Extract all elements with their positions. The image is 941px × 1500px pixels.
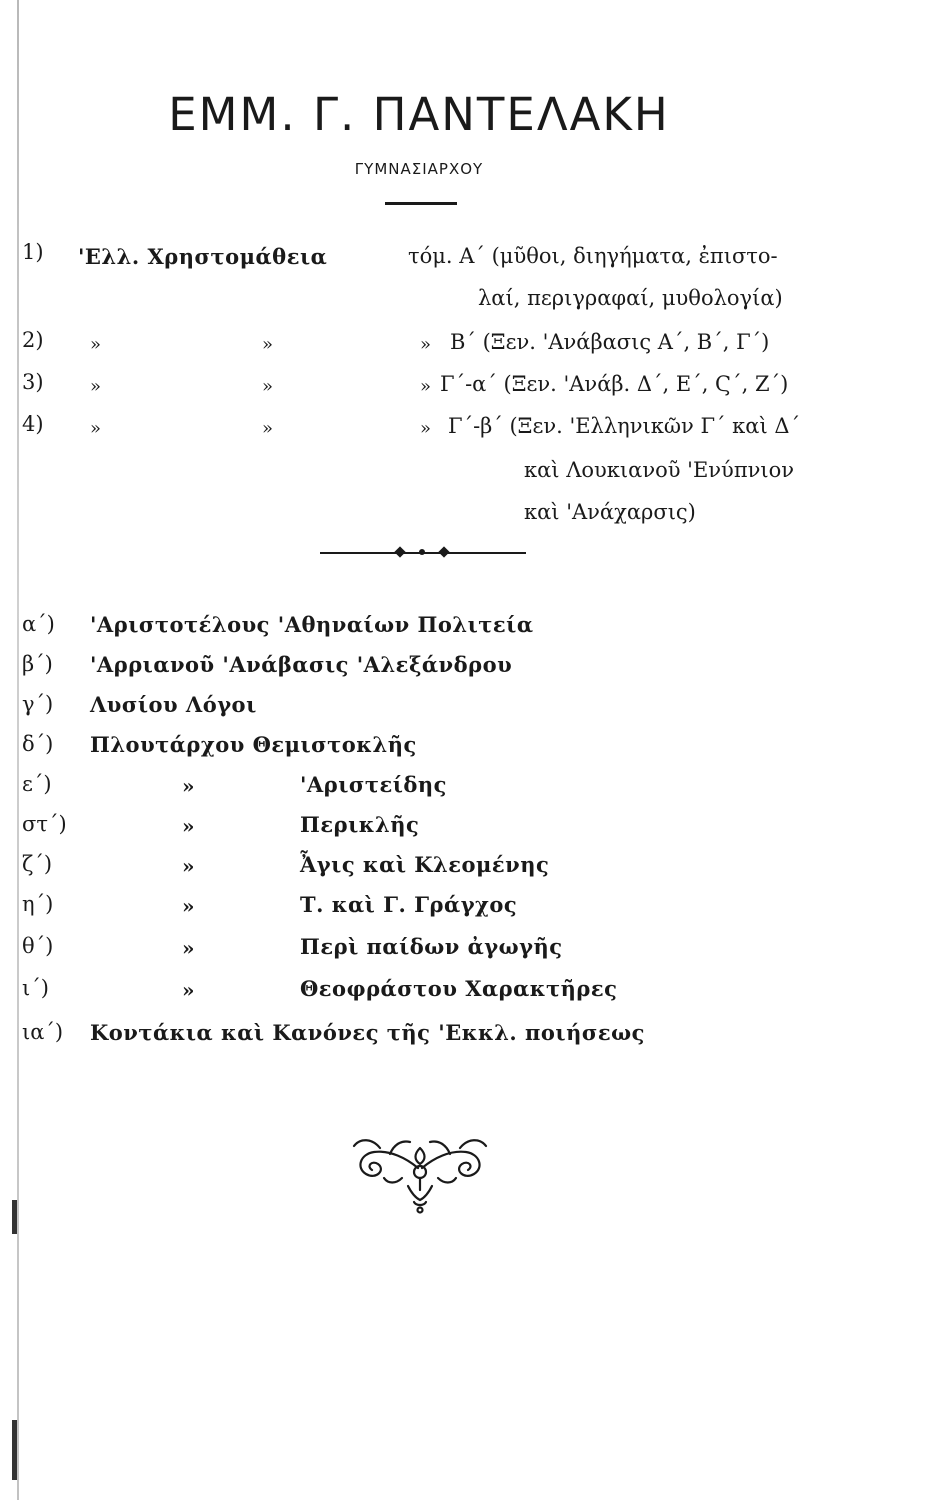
edition-letter: θ΄) [22,934,54,958]
divider-dot [419,549,425,555]
page-edge-mark [12,1420,17,1480]
ditto-mark: » [262,334,274,355]
edition-title: Πλουτάρχου Θεμιστοκλῆς [90,732,417,757]
edition-title: Τ. καὶ Γ. Γράγχος [300,892,518,917]
edition-title: Περὶ παίδων ἀγωγῆς [300,934,563,959]
edition-letter: στ΄) [22,812,67,836]
ditto-mark: » [182,894,195,918]
ditto-mark: » [90,418,102,439]
title-rule [385,202,457,205]
book-title: 'Ελλ. Χρηστομάθεια [78,244,328,269]
book-volume-cont: καὶ Λουκιανοῦ 'Ενύπνιον [524,458,795,482]
author-name: ΕΜΜ. Γ. ΠΑΝΤΕΛΑΚΗ [168,88,670,141]
ditto-mark: » [420,418,432,439]
book-number: 1) [22,240,44,264]
edition-title: 'Αριστείδης [300,772,447,797]
ditto-mark: » [262,376,274,397]
edition-letter: η΄) [22,892,54,916]
ditto-mark: » [420,334,432,355]
book-volume-cont: λαί, περιγραφαί, μυθολογία) [478,286,783,310]
ditto-mark: » [182,814,195,838]
edition-letter: β΄) [22,652,53,676]
edition-letter: γ΄) [22,692,54,716]
edition-letter: ε΄) [22,772,52,796]
edition-letter: δ΄) [22,732,54,756]
edition-title: Λυσίου Λόγοι [90,692,257,717]
ditto-mark: » [182,978,195,1002]
ditto-mark: » [420,376,432,397]
fleuron-icon [350,1128,490,1214]
edition-letter: ι΄) [22,976,49,1000]
book-number: 3) [22,370,44,394]
ditto-mark: » [90,376,102,397]
ditto-mark: » [182,936,195,960]
book-volume: Γ΄-β΄ (Ξεν. 'Ελληνικῶν Γ΄ καὶ Δ΄ [448,414,801,438]
book-volume: τόμ. Α΄ (μῦθοι, διηγήματα, ἐπιστο- [408,244,778,268]
page-edge-mark [12,1200,17,1234]
book-number: 4) [22,412,44,436]
divider-diamond [394,546,405,557]
ditto-mark: » [182,774,195,798]
edition-title: 'Αριστοτέλους 'Αθηναίων Πολιτεία [90,612,534,637]
edition-letter: ια΄) [22,1020,64,1044]
divider-diamond [438,546,449,557]
page-edge [17,0,19,1500]
edition-title: Περικλῆς [300,812,420,837]
author-title: ΓΥΜΝΑΣΙΑΡΧΟΥ [354,160,484,178]
edition-title: Θεοφράστου Χαρακτῆρες [300,976,618,1001]
book-volume-cont: καὶ 'Ανάχαρσις) [524,500,696,524]
ditto-mark: » [262,418,274,439]
edition-title: Ἆγις καὶ Κλεομένης [300,852,550,877]
book-volume: Β΄ (Ξεν. 'Ανάβασις Α΄, Β΄, Γ΄) [450,330,770,354]
ditto-mark: » [90,334,102,355]
edition-letter: α΄) [22,612,55,636]
edition-title: 'Αρριανοῦ 'Ανάβασις 'Αλεξάνδρου [90,652,513,677]
book-number: 2) [22,328,44,352]
edition-title: Κοντάκια καὶ Κανόνες τῆς 'Εκκλ. ποιήσεως [90,1020,645,1045]
ditto-mark: » [182,854,195,878]
edition-letter: ζ΄) [22,852,53,876]
book-volume: Γ΄-α΄ (Ξεν. 'Ανάβ. Δ΄, Ε΄, Ϛ΄, Ζ΄) [440,372,789,396]
